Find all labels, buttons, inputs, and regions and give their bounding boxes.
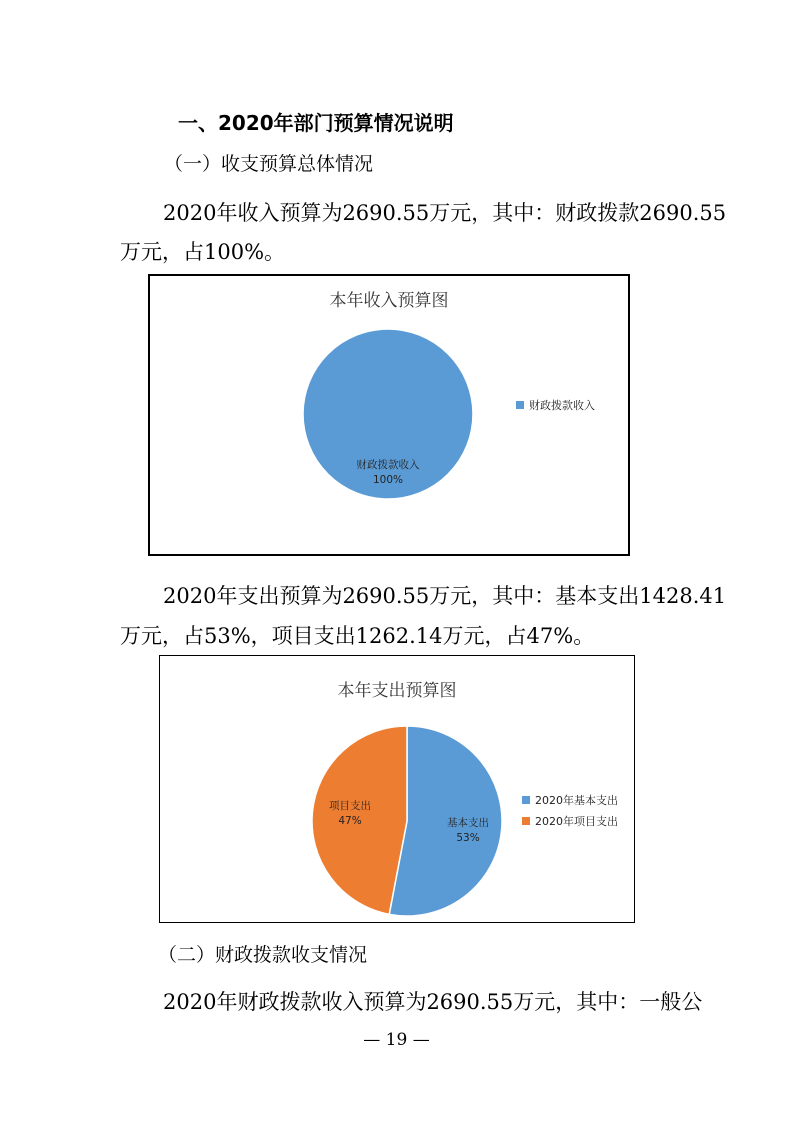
section-heading: 一、2020年部门预算情况说明 <box>178 111 454 135</box>
legend-item-basic <box>522 789 618 810</box>
expenditure-data-label-1-percent: 53% <box>456 832 480 844</box>
expenditure-data-label-2-percent: 47% <box>338 815 362 827</box>
fiscal-paragraph-line-1: 2020年财政拨款收入预算为2690.55万元，其中：一般公 <box>163 990 703 1014</box>
expenditure-chart-legend <box>522 789 618 831</box>
legend-swatch-fiscal-income <box>516 401 524 409</box>
income-paragraph-line-1: 2020年收入预算为2690.55万元，其中：财政拨款2690.55 <box>163 201 727 225</box>
expenditure-pie-chart <box>159 655 635 923</box>
income-chart-legend <box>516 394 595 415</box>
income-data-label-1-percent: 100% <box>372 474 404 486</box>
legend-label-project: 2020年项目支出 <box>535 814 618 828</box>
legend-swatch-basic <box>522 796 530 804</box>
legend-label-basic: 2020年基本支出 <box>535 793 618 807</box>
subsection-heading-overall: （一）收支预算总体情况 <box>164 153 374 175</box>
income-pie-chart <box>148 274 630 556</box>
expenditure-data-label-2-name: 项目支出 <box>329 800 371 812</box>
legend-swatch-project <box>522 817 530 825</box>
page-number: — 19 — <box>363 1030 430 1050</box>
income-paragraph-line-2: 万元，占100%。 <box>120 240 286 264</box>
expenditure-paragraph-line-2: 万元，占53%，项目支出1262.14万元，占47%。 <box>120 624 595 648</box>
expenditure-data-label-1-name: 基本支出 <box>447 817 489 829</box>
subsection-heading-fiscal: （二）财政拨款收支情况 <box>158 944 368 966</box>
expenditure-chart-title: 本年支出预算图 <box>337 681 457 701</box>
legend-item-fiscal-income <box>516 394 595 415</box>
legend-item-project <box>522 810 618 831</box>
income-pie-svg <box>150 276 628 554</box>
income-chart-title: 本年收入预算图 <box>329 291 449 311</box>
income-data-label-1-name: 财政拨款收入 <box>356 459 420 471</box>
expenditure-paragraph-line-1: 2020年支出预算为2690.55万元，其中：基本支出1428.41 <box>163 584 727 608</box>
legend-label-fiscal-income: 财政拨款收入 <box>529 398 595 412</box>
